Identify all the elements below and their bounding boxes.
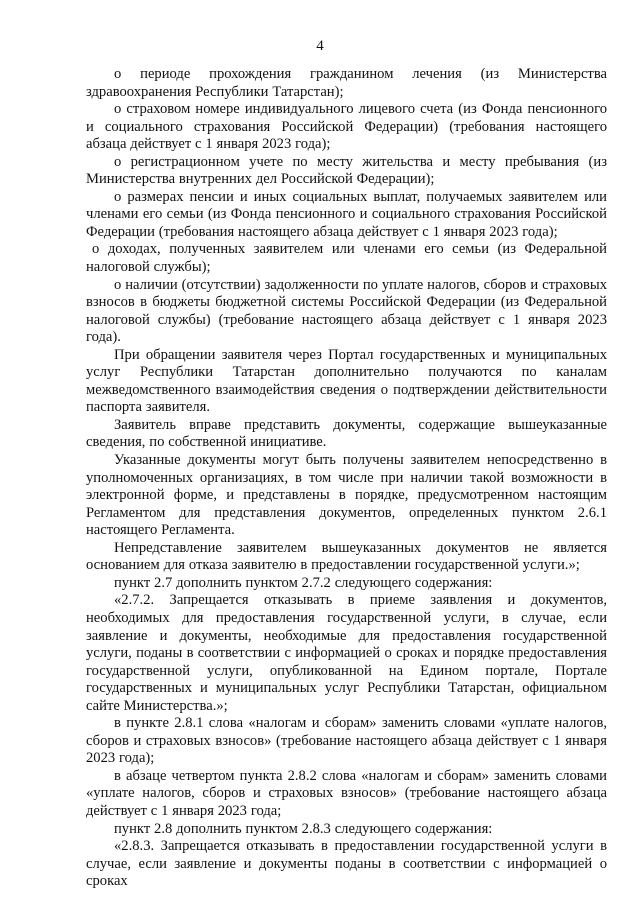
paragraph-pension: о размерах пенсии и иных социальных выплат, получаемых заявителем или членами его семьи (из Фонда пенсионного и социального страхования Российской Федерации (требования настоящего абзаца действует с 1 января 2023 года);	[86, 188, 607, 240]
paragraph-non-submission: Непредставление заявителем вышеуказанных документов не является основанием для отказа заявителю в предоставлении государственной услуги.»;	[86, 539, 607, 574]
paragraph-applicant-right: Заявитель вправе представить документы, содержащие вышеуказанные сведения, по собственной инициативе.	[86, 416, 607, 451]
paragraph-treatment-period: о периоде прохождения гражданином лечения (из Министерства здравоохранения Республики Татарстан);	[86, 66, 607, 100]
paragraph-clause-2-8-3: «2.8.3. Запрещается отказывать в предоставлении государственной услуги в случае, если заявление и документы поданы в соответствии с информацией о сроках	[86, 838, 607, 890]
paragraph-clause-2-7-2: «2.7.2. Запрещается отказывать в приеме заявления и документов, необходимых для предоставления государственной услуги, в случае, если заявление и документы, необходимые для предоставления государственной услуги, поданы в соответствии с информацией о сроках и порядке предоставления государственной услуги, опубликованной на Едином портале, Портале государственных и муниципальных услуг Республики Татарстан, официальном сайте Министерства.»;	[86, 592, 607, 714]
paragraph-tax-debt: о наличии (отсутствии) задолженности по уплате налогов, сборов и страховых взносов в бюджеты бюджетной системы Российской Федерации (из Федеральной налоговой службы) (требование настоящего абзаца действует с 1 января 2023 года).	[86, 276, 607, 346]
paragraph-registration: о регистрационном учете по месту жительства и месту пребывания (из Министерства внутренних дел Российской Федерации);	[86, 153, 607, 188]
paragraph-documents-obtained: Указанные документы могут быть получены заявителем непосредственно в уполномоченных организациях, в том числе при наличии такой возможности в электронной форме, и представлены в порядке, предусмотренном настоящим Регламентом для представления документов, определенных пунктом 2.6.1 настоящего Регламента.	[86, 452, 607, 539]
paragraph-amend-2-8-1: в пункте 2.8.1 слова «налогам и сборам» заменить словами «уплате налогов, сборов и страховых взносов» (требование настоящего абзаца действует с 1 января 2023 года);	[86, 715, 607, 767]
paragraph-amend-2-8-2: в абзаце четвертом пункта 2.8.2 слова «налогам и сборам» заменить словами «уплате налогов, сборов и страховых взносов» (требование настоящего абзаца действует с 1 января 2023 года;	[86, 767, 607, 819]
paragraph-portal-request: При обращении заявителя через Портал государственных и муниципальных услуг Республики Татарстан дополнительно получаются по каналам межведомственного взаимодействия сведения о подтверждении действительности паспорта заявителя.	[86, 346, 607, 416]
paragraph-income: о доходах, полученных заявителем или членами его семьи (из Федеральной налоговой службы);	[86, 241, 607, 276]
paragraph-snils: о страховом номере индивидуального лицевого счета (из Фонда пенсионного и социального страхования Российской Федерации) (требования настоящего абзаца действует с 1 января 2023 года);	[86, 101, 607, 153]
paragraph-amend-2-7: пункт 2.7 дополнить пунктом 2.7.2 следующего содержания:	[114, 574, 493, 591]
paragraph-amend-2-8: пункт 2.8 дополнить пунктом 2.8.3 следующего содержания:	[114, 820, 493, 837]
document-body	[86, 66, 607, 891]
page-number: 4	[316, 38, 324, 54]
